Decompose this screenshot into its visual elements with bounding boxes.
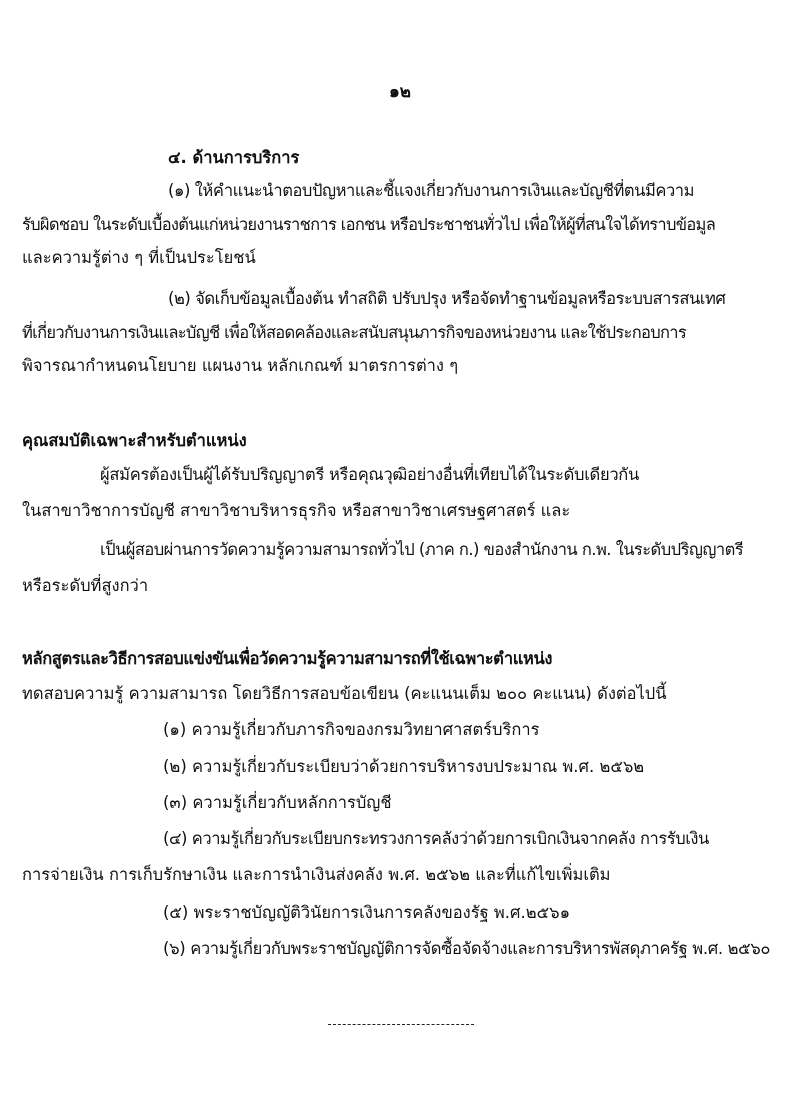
service-item2-line3: พิจารณากำหนดนโยบาย แผนงาน หลักเกณฑ์ มาตรการต่าง ๆ — [22, 356, 459, 375]
service-item1-line1: (๑) ให้คำแนะนำตอบปัญหาและชี้แจงเกี่ยวกับงานการเงินและบัญชีที่ตนมีความ — [168, 181, 695, 200]
qualifications-para1-line2: ในสาขาวิชาการบัญชี สาขาวิชาบริหารธุรกิจ หรือสาขาวิชาเศรษฐศาสตร์ และ — [22, 501, 571, 520]
curriculum-item4-line1: (๔) ความรู้เกี่ยวกับระเบียบกระทรวงการคลังว่าด้วยการเบิกเงินจากคลัง การรับเงิน — [163, 829, 709, 848]
curriculum-item6: (๖) ความรู้เกี่ยวกับพระราชบัญญัติการจัดซื้อจัดจ้างและการบริหารพัสดุภาครัฐ พ.ศ. ๒๕๖๐ — [163, 939, 771, 958]
curriculum-item5: (๕) พระราชบัญญัติวินัยการเงินการคลังของรัฐ พ.ศ.๒๕๖๑ — [163, 903, 571, 922]
qualifications-heading: คุณสมบัติเฉพาะสำหรับตำแหน่ง — [22, 431, 247, 450]
curriculum-intro: ทดสอบความรู้ ความสามารถ โดยวิธีการสอบข้อเขียน (คะแนนเต็ม ๒๐๐ คะแนน) ดังต่อไปนี้ — [22, 684, 667, 703]
curriculum-item3: (๓) ความรู้เกี่ยวกับหลักการบัญชี — [163, 793, 392, 812]
service-item1-line3: และความรู้ต่าง ๆ ที่เป็นประโยชน์ — [22, 248, 256, 267]
qualifications-para2-line1: เป็นผู้สอบผ่านการวัดความรู้ความสามารถทั่วไป (ภาค ก.) ของสำนักงาน ก.พ. ในระดับปริญญาตรี — [100, 540, 744, 559]
service-item2-line2: ที่เกี่ยวกับงานการเงินและบัญชี เพื่อให้สอดคล้องและสนับสนุนภารกิจของหน่วยงาน และใช้ประกอบการ — [22, 323, 687, 342]
qualifications-para2-line2: หรือระดับที่สูงกว่า — [22, 576, 149, 595]
curriculum-item2: (๒) ความรู้เกี่ยวกับระเบียบว่าด้วยการบริหารงบประมาณ พ.ศ. ๒๕๖๒ — [163, 757, 645, 776]
curriculum-item1: (๑) ความรู้เกี่ยวกับภารกิจของกรมวิทยาศาสตร์บริการ — [163, 720, 540, 739]
service-item2-line1: (๒) จัดเก็บข้อมูลเบื้องต้น ทำสถิติ ปรับปรุง หรือจัดทำฐานข้อมูลหรือระบบสารสนเทศ — [168, 289, 726, 308]
service-item1-line2: รับผิดชอบ ในระดับเบื้องต้นแก่หน่วยงานราชการ เอกชน หรือประชาชนทั่วไป เพื่อให้ผู้ที่สนใจได้ทราบข้อมูล — [22, 215, 716, 234]
curriculum-heading: หลักสูตรและวิธีการสอบแข่งขันเพื่อวัดความรู้ความสามารถที่ใช้เฉพาะตำแหน่ง — [22, 649, 553, 668]
end-divider — [328, 1024, 474, 1025]
curriculum-item4-line2: การจ่ายเงิน การเก็บรักษาเงิน และการนำเงินส่งคลัง พ.ศ. ๒๕๖๒ และที่แก้ไขเพิ่มเติม — [22, 865, 611, 884]
service-heading: ๔. ด้านการบริการ — [168, 148, 300, 167]
page-number: ๑๒ — [389, 82, 411, 102]
qualifications-para1-line1: ผู้สมัครต้องเป็นผู้ได้รับปริญญาตรี หรือคุณวุฒิอย่างอื่นที่เทียบได้ในระดับเดียวกัน — [100, 465, 639, 484]
